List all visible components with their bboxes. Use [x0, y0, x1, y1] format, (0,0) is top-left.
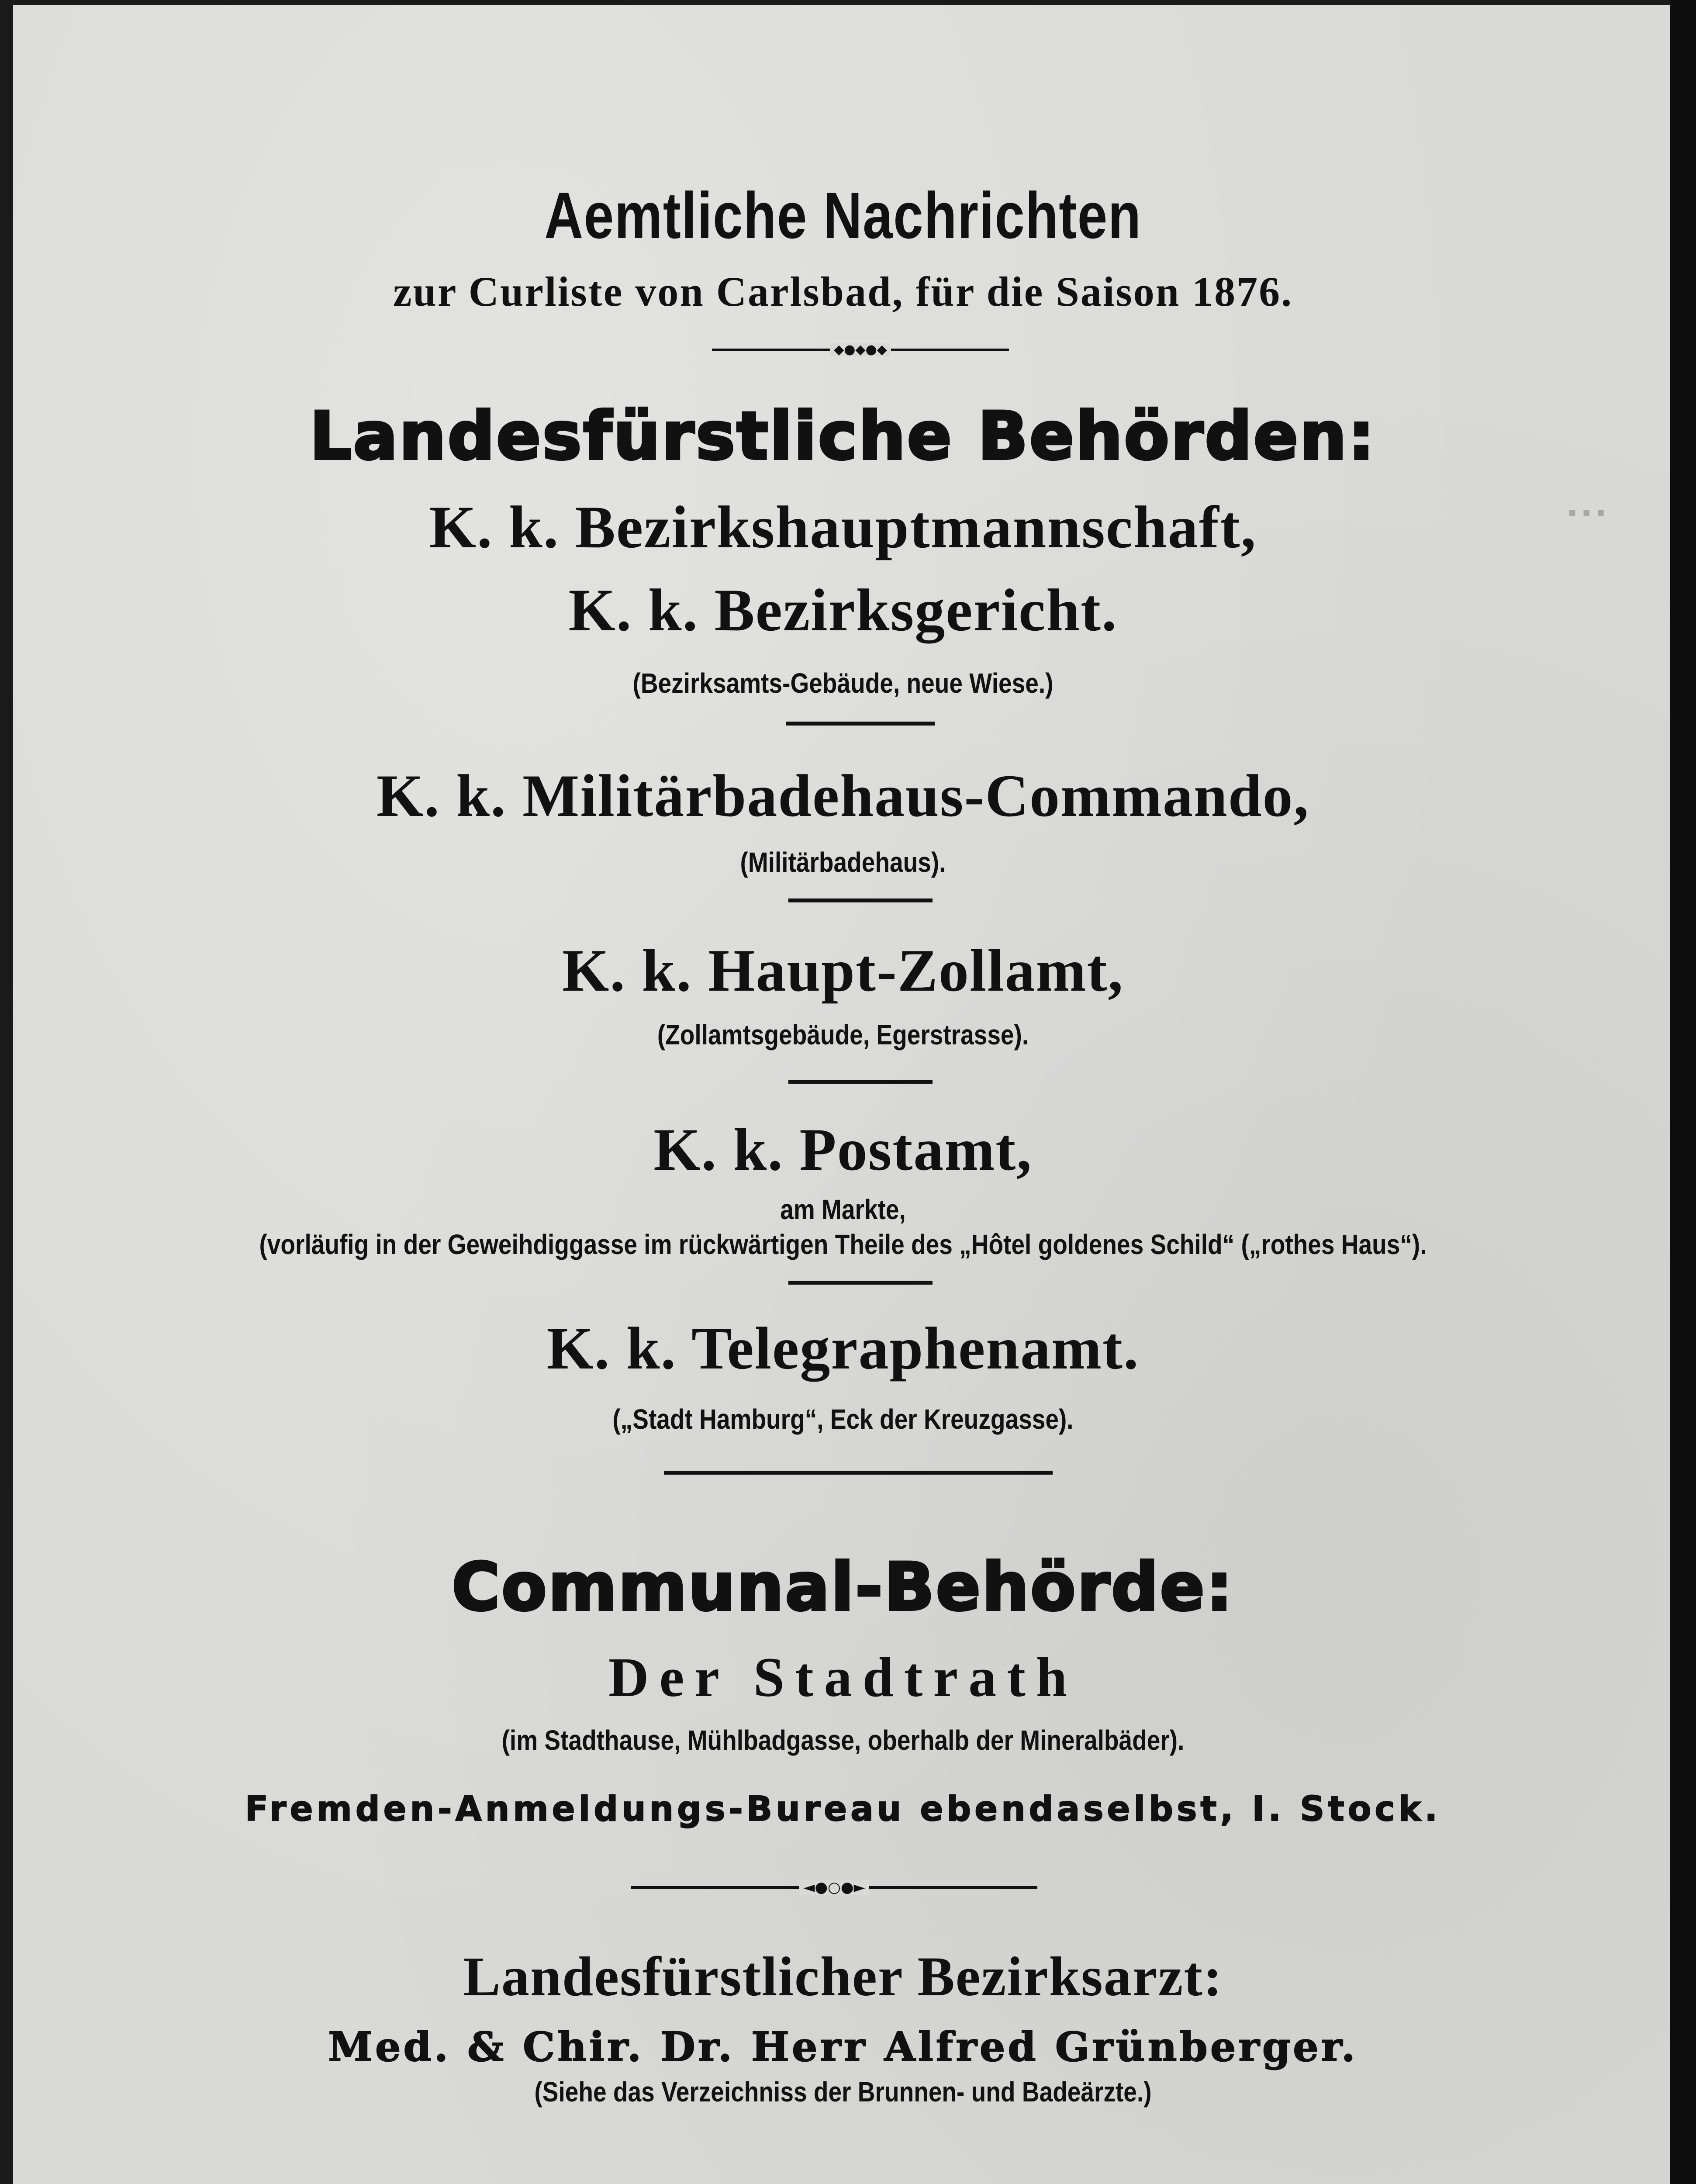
- office-telegraphenamt-address: („Stadt Hamburg“, Eck der Kreuzgasse).: [612, 1403, 1074, 1435]
- office-bezirksgericht: K. k. Bezirksgericht.: [568, 577, 1118, 643]
- section-heading-bezirksarzt: Landesfürstlicher Bezirksarzt:: [463, 1946, 1223, 2008]
- communal-body: Der Stadtrath: [608, 1646, 1078, 1708]
- bezirksarzt-note: (Siehe das Verzeichniss der Brunnen- und Badeärzte.): [534, 2076, 1152, 2108]
- office-postamt-location: am Markte,: [780, 1194, 906, 1225]
- divider: [786, 722, 935, 726]
- office-haupt-zollamt: K. k. Haupt-Zollamt,: [562, 937, 1124, 1004]
- section-heading-communal: Communal-Behörde:: [452, 1549, 1234, 1625]
- office-militaerbadehaus: K. k. Militärbadehaus-Commando,: [376, 762, 1310, 829]
- office-telegraphenamt: K. k. Telegraphenamt.: [546, 1315, 1140, 1382]
- bezirksarzt-name: Med. & Chir. Dr. Herr Alfred Grünberger.: [328, 2023, 1358, 2070]
- office-bezirksgericht-address: (Bezirksamts-Gebäude, neue Wiese.): [632, 667, 1054, 699]
- office-postamt: K. k. Postamt,: [653, 1116, 1033, 1183]
- divider: [788, 1080, 933, 1084]
- office-militaerbadehaus-address: (Militärbadehaus).: [740, 847, 946, 878]
- page-title: Aemtliche Nachrichten: [544, 179, 1142, 252]
- section-divider: [664, 1471, 1053, 1475]
- section-heading-landesfuerstlich: Landesfürstliche Behörden:: [310, 398, 1376, 474]
- divider: [788, 898, 933, 902]
- office-postamt-address: (vorläufig in der Geweihdiggasse im rückwärtigen Theile des „Hôtel goldenes Schild“ („rothes Haus“).: [259, 1229, 1427, 1260]
- divider: [788, 1281, 933, 1285]
- document-page: ▪ ▪ ▪ Aemtliche Nachrichten zur Curliste von Carlsbad, für die Saison 1876. ◆●◆●◆ Landesfürstliche Behörden: K. k. Bezirkshauptmannschaft, K. k. Bezirksgericht. (Bezirksamts-Gebäude, neue Wiese.) K. k. Militärbadehaus-Commando, (Militärbadehaus). K. k. Haupt-Zollamt, (Zollamtsgebäude, Egerstrasse). K. k. Postamt, am Markte, (vorläufig in der Geweihdiggasse im rückwärtigen Theile des „Hôtel goldenes Schild“ („rothes Haus“). K. k. Telegraphenamt. („Stadt Hamburg“, Eck der Kreuzgasse). Communal-Behörde: Der Stadtrath (im Stadthause, Mühlbadgasse, oberhalb der Mineralbäder). Fremden-Anmeldungs-Bureau ebendaselbst, I. Stock. ◄●○●► Landesfürstlicher Bezirksarzt: Med. & Chir. Dr. Herr Alfred Grünberger. (Siehe das Verzeichniss der Brunnen- und Badeärzte.): [13, 5, 1673, 2184]
- fremden-bureau: Fremden-Anmeldungs-Bureau ebendaselbst, I. Stock.: [245, 1790, 1441, 1829]
- bleed-through-decoration: ▪ ▪ ▪: [1568, 499, 1605, 525]
- office-haupt-zollamt-address: (Zollamtsgebäude, Egerstrasse).: [657, 1019, 1029, 1051]
- scan-border: [1670, 0, 1696, 2184]
- communal-address: (im Stadthause, Mühlbadgasse, oberhalb der Mineralbäder).: [501, 1724, 1185, 1756]
- office-bezirkshauptmannschaft: K. k. Bezirkshauptmannschaft,: [429, 494, 1257, 560]
- page-subtitle: zur Curliste von Carlsbad, für die Saison 1876.: [393, 268, 1293, 315]
